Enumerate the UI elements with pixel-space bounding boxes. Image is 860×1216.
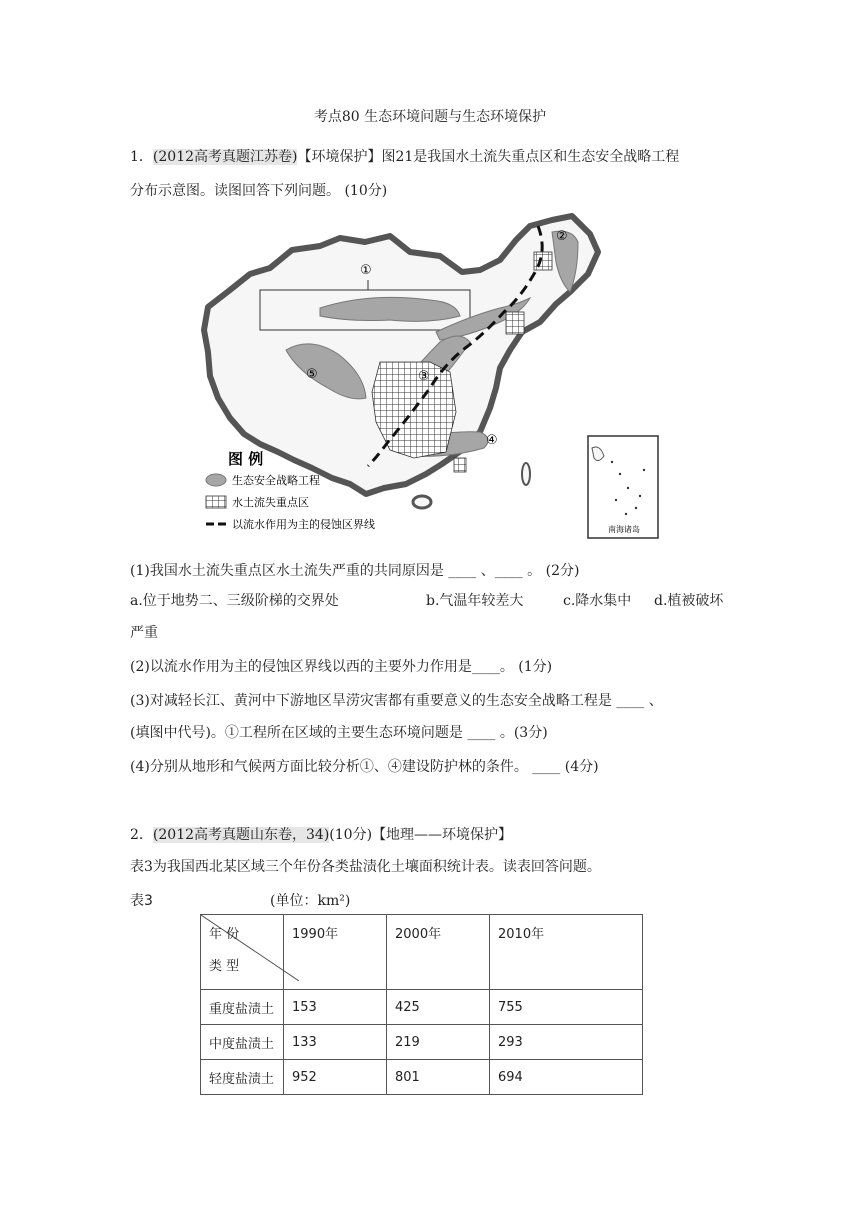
column-header-2010: 2010年 (490, 915, 643, 990)
map-label-5: ⑤ (306, 367, 318, 382)
cell-light-2010: 694 (490, 1060, 643, 1095)
q1-option-c: c.降水集中 (563, 593, 632, 609)
cell-heavy-1990: 153 (284, 990, 387, 1025)
q1-option-a: a.位于地势二、三级阶梯的交界处 (130, 593, 339, 609)
table-unit: (单位：km²) (270, 893, 351, 909)
q2-number: 2． (130, 827, 153, 843)
legend-erosion-label: 水土流失重点区 (232, 496, 309, 509)
inset-label: 南海诸岛 (608, 525, 640, 534)
hainan-island (413, 496, 431, 508)
legend-eco-project-label: 生态安全战略工程 (232, 474, 320, 487)
q1-stem-line1 (130, 146, 679, 166)
row-label-light: 轻度盐渍土 (201, 1060, 284, 1095)
table-corner-cell (201, 915, 284, 990)
row-label-moderate: 中度盐渍土 (201, 1025, 284, 1060)
column-header-2000: 2000年 (387, 915, 490, 990)
taiwan-island (522, 463, 530, 485)
map-label-1: ① (360, 263, 372, 278)
china-map-figure (200, 212, 660, 542)
column-header-1990: 1990年 (284, 915, 387, 990)
cell-heavy-2000: 425 (387, 990, 490, 1025)
q1-sub1: (1)我国水土流失重点区水土流失严重的共同原因是 ____ 、____ 。 (2分) (130, 563, 580, 579)
q1-option-b: b.气温年较差大 (426, 593, 524, 609)
q1-sub4: (4)分别从地形和气候两方面比较分析①、④建设防护林的条件。 ____ (4分) (130, 759, 599, 775)
q1-sub3-line2: (填图中代号)。①工程所在区域的主要生态环境问题是 ____ 。(3分) (130, 725, 548, 741)
map-label-2: ② (556, 229, 568, 244)
q1-stem-line2: 分布示意图。读图回答下列问题。 (10分) (130, 183, 388, 199)
table-row (201, 1060, 643, 1095)
map-label-4: ④ (486, 433, 498, 448)
erosion-key-area-north (506, 312, 524, 334)
table-row (201, 1025, 643, 1060)
q1-sub3-line1: (3)对减轻长江、黄河中下游地区旱涝灾害都有重要意义的生态安全战略工程是 ____ 、 (130, 693, 663, 709)
corner-year-label: 年 份 (209, 927, 240, 942)
q1-tag: 【环境保护】 (297, 149, 382, 165)
q1-source: (2012高考真题江苏卷) (152, 149, 298, 165)
salinized-soil-table (200, 914, 643, 1095)
q1-option-d-wrap: 严重 (130, 625, 158, 641)
table-row (201, 990, 643, 1025)
south-china-sea-inset (588, 436, 658, 538)
q1-stem-text: 图21是我国水土流失重点区和生态安全战略工程 (381, 149, 680, 165)
row-label-heavy: 重度盐渍土 (201, 990, 284, 1025)
corner-type-label: 类 型 (209, 959, 240, 974)
legend-title: 图 例 (228, 450, 264, 468)
cell-moderate-2000: 219 (387, 1025, 490, 1060)
cell-heavy-2010: 755 (490, 990, 643, 1025)
legend-eco-project-swatch (206, 474, 226, 486)
legend-boundary-label: 以流水作用为主的侵蚀区界线 (232, 518, 375, 531)
cell-moderate-1990: 133 (284, 1025, 387, 1060)
cell-light-2000: 801 (387, 1060, 490, 1095)
cell-light-1990: 952 (284, 1060, 387, 1095)
map-label-3: ③ (418, 369, 430, 384)
q2-source: (2012高考真题山东卷，34) (152, 827, 330, 843)
table-label: 表3 (130, 893, 153, 909)
table-header-row (201, 915, 643, 990)
cell-moderate-2010: 293 (490, 1025, 643, 1060)
q1-sub2: (2)以流水作用为主的侵蚀区界线以西的主要外力作用是____。 (1分) (130, 659, 553, 675)
q2-stem-line1 (130, 824, 512, 844)
legend-erosion-swatch (206, 496, 226, 508)
page-title: 考点80 生态环境问题与生态环境保护 (313, 109, 547, 125)
erosion-key-area-south (454, 458, 466, 472)
erosion-key-area-northeast (534, 252, 552, 270)
q1-number: 1． (130, 149, 153, 165)
q1-option-d: d.植被破坏 (654, 593, 724, 609)
q2-stem-line2: 表3为我国西北某区域三个年份各类盐渍化土壤面积统计表。读表回答问题。 (130, 859, 601, 875)
q2-rest: (10分)【地理——环境保护】 (329, 827, 513, 843)
